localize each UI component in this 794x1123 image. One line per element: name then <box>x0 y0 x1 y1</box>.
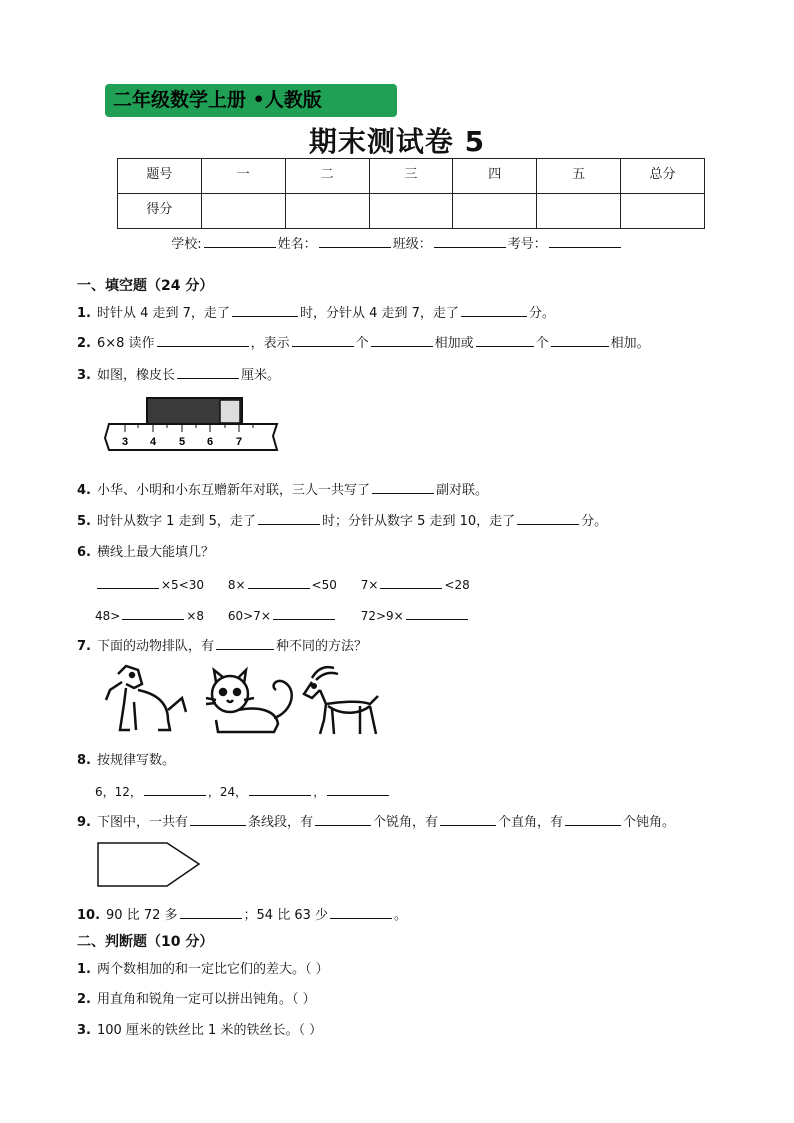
score-header-cell: 五 <box>537 159 621 194</box>
answer-blank[interactable] <box>190 811 246 826</box>
ruler-label: 4 <box>149 436 157 448</box>
answer-blank[interactable] <box>292 332 354 347</box>
question-6: 6. 横线上最大能填几？ <box>77 545 214 560</box>
dog-icon <box>106 666 186 730</box>
answer-blank[interactable] <box>249 781 311 796</box>
question-4: 4. 小华、小明和小东互赠新年对联，三人一共写了 副对联。 <box>77 479 488 498</box>
answer-blank[interactable] <box>440 811 496 826</box>
section2-heading: 二、判断题（10 分） <box>77 934 214 950</box>
answer-blank[interactable] <box>232 302 298 317</box>
judge-question-2: 2. 用直角和锐角一定可以拼出钝角。（ ） <box>77 992 316 1007</box>
class-label: 班级： <box>392 237 432 252</box>
question-1: 1. 时针从 4 走到 7，走了 时，分针从 4 走到 7，走了 分。 <box>77 302 555 321</box>
q6-row-1: ×5<30 8× <50 7× <28 <box>95 574 470 592</box>
answer-blank[interactable] <box>406 605 468 620</box>
exam-no-label: 考号： <box>507 237 547 252</box>
score-header-row <box>118 159 705 194</box>
answer-blank[interactable] <box>476 332 534 347</box>
answer-blank[interactable] <box>371 332 433 347</box>
answer-blank[interactable] <box>180 904 242 919</box>
question-8: 8. 按规律写数。 <box>77 753 175 768</box>
question-7: 7. 下面的动物排队，有 种不同的方法？ <box>77 635 367 654</box>
school-field[interactable] <box>204 233 276 248</box>
answer-blank[interactable] <box>517 510 579 525</box>
score-header-cell: 三 <box>369 159 453 194</box>
score-cell[interactable] <box>621 194 705 229</box>
name-field[interactable] <box>319 233 391 248</box>
answer-blank[interactable] <box>565 811 621 826</box>
question-3: 3. 如图，橡皮长 厘米。 <box>77 364 280 383</box>
ruler-label: 3 <box>121 436 129 448</box>
grade-banner: 二年级数学上册 •人教版 <box>105 84 397 117</box>
answer-blank[interactable] <box>157 332 249 347</box>
answer-blank[interactable] <box>551 332 609 347</box>
ruler-label: 5 <box>178 436 186 448</box>
question-5: 5. 时针从数字 1 走到 5，走了 时；分针从数字 5 走到 10，走了 分。 <box>77 510 607 529</box>
cat-icon <box>206 670 292 732</box>
ruler-label: 6 <box>206 436 214 448</box>
page-title: 期末测试卷 5 <box>308 125 486 158</box>
question-2: 2. 6×8 读作 ，表示 个 相加或 个 相加。 <box>77 332 650 351</box>
answer-blank[interactable] <box>122 605 184 620</box>
student-info-line <box>0 233 794 252</box>
ruler-label: 7 <box>235 436 243 448</box>
score-table <box>117 158 705 229</box>
answer-blank[interactable] <box>273 605 335 620</box>
judge-question-3: 3. 100 厘米的铁丝比 1 米的铁丝长。（ ） <box>77 1023 323 1038</box>
score-row-label: 得分 <box>118 194 202 229</box>
q6-row-2: 48> ×8 60>7× 72>9× <box>95 605 470 623</box>
animals-figure <box>98 660 393 740</box>
score-header-cell: 总分 <box>621 159 705 194</box>
q8-sequence: 6，12， ，24， ， <box>95 781 391 800</box>
answer-blank[interactable] <box>97 574 159 589</box>
ruler-shape <box>105 424 277 450</box>
answer-blank[interactable] <box>372 479 434 494</box>
answer-blank[interactable] <box>330 904 392 919</box>
exam-no-field[interactable] <box>549 233 621 248</box>
answer-blank[interactable] <box>461 302 527 317</box>
answer-blank[interactable] <box>315 811 371 826</box>
score-cell[interactable] <box>453 194 537 229</box>
question-10: 10. 90 比 72 多 ；54 比 63 少 。 <box>77 904 407 923</box>
ruler-eraser-figure <box>95 394 285 464</box>
answer-blank[interactable] <box>216 635 274 650</box>
answer-blank[interactable] <box>144 781 206 796</box>
answer-blank[interactable] <box>177 364 239 379</box>
score-cell[interactable] <box>201 194 285 229</box>
section1-heading: 一、填空题（24 分） <box>77 278 214 294</box>
eraser-end <box>220 400 240 423</box>
score-header-cell: 四 <box>453 159 537 194</box>
score-header-cell: 一 <box>201 159 285 194</box>
name-label: 姓名： <box>277 237 317 252</box>
goat-icon <box>304 667 378 734</box>
answer-blank[interactable] <box>248 574 310 589</box>
class-field[interactable] <box>434 233 506 248</box>
score-row <box>118 194 705 229</box>
answer-blank[interactable] <box>258 510 320 525</box>
score-header-cell: 题号 <box>118 159 202 194</box>
judge-question-1: 1. 两个数相加的和一定比它们的差大。（ ） <box>77 962 329 977</box>
score-header-cell: 二 <box>285 159 369 194</box>
answer-blank[interactable] <box>380 574 442 589</box>
score-cell[interactable] <box>537 194 621 229</box>
score-cell[interactable] <box>285 194 369 229</box>
score-cell[interactable] <box>369 194 453 229</box>
pentagon-figure <box>95 840 205 892</box>
school-label: 学校: <box>171 237 202 252</box>
answer-blank[interactable] <box>327 781 389 796</box>
question-9: 9. 下图中，一共有 条线段，有 个锐角，有 个直角，有 个钝角。 <box>77 811 675 830</box>
